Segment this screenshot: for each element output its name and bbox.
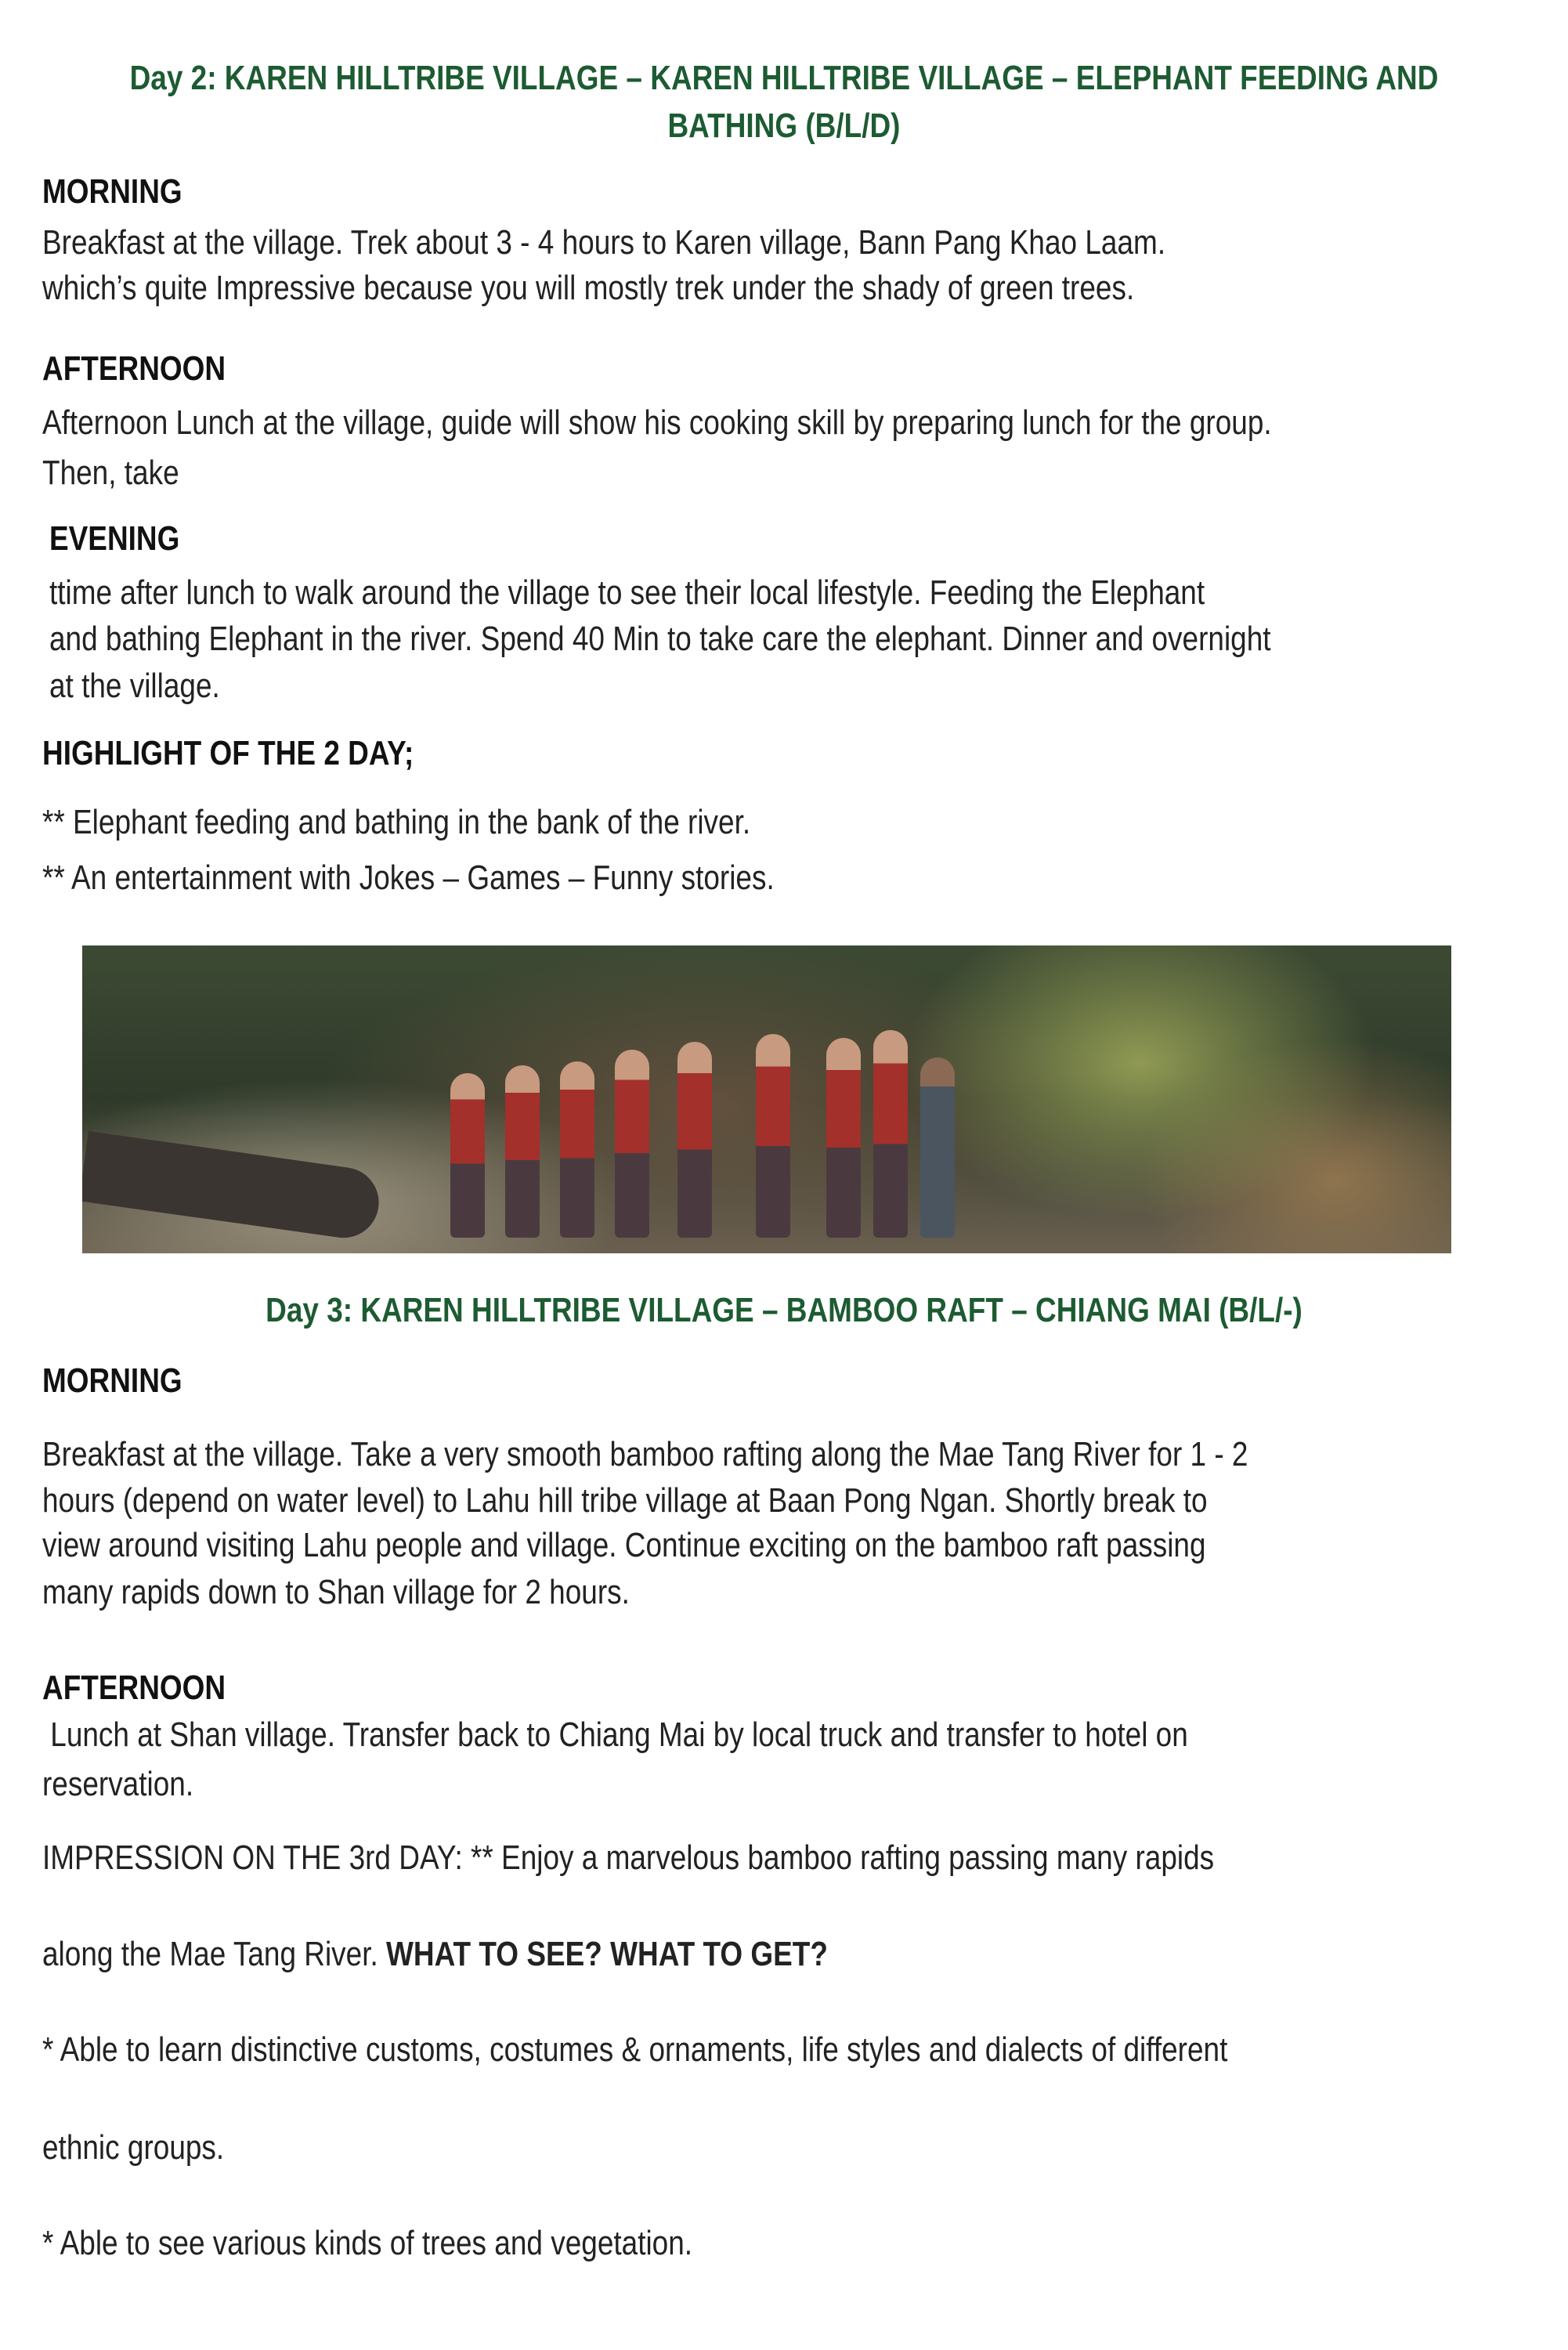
day2-evening-text: and bathing Elephant in the river. Spend 40 Min to take care the elephant. Dinner and overnight — [49, 620, 1271, 658]
day2-evening-label: EVENING — [49, 519, 180, 558]
day3-morning-text: Breakfast at the village. Take a very smooth bamboo rafting along the Mae Tang River for 1 - 2 — [42, 1435, 1248, 1473]
day2-morning-text: Breakfast at the village. Trek about 3 - 4 hours to Karen village, Bann Pang Khao Laam. — [42, 223, 1166, 262]
day2-evening-text: at the village. — [49, 667, 220, 705]
bullet-item: * Able to learn distinctive customs, costumes & ornaments, life styles and dialects of different — [42, 2030, 1228, 2069]
day3-morning-text: many rapids down to Shan village for 2 hours. — [42, 1573, 630, 1611]
day3-morning-text: hours (depend on water level) to Lahu hill tribe village at Baan Pong Ngan. Shortly break to — [42, 1481, 1208, 1520]
person-figure — [756, 1034, 790, 1238]
person-figure — [677, 1042, 712, 1238]
day3-morning-text: view around visiting Lahu people and village. Continue exciting on the bamboo raft passing — [42, 1526, 1206, 1564]
day3-heading: Day 3: KAREN HILLTRIBE VILLAGE – BAMBOO RAFT – CHIANG MAI (B/L/-) — [266, 1291, 1302, 1329]
impression-text-tail: along the Mae Tang River. — [42, 1935, 387, 1973]
person-figure — [920, 1058, 955, 1238]
day2-afternoon-text: Afternoon Lunch at the village, guide will show his cooking skill by preparing lunch for the group. — [42, 403, 1272, 442]
person-figure — [873, 1030, 908, 1238]
day2-evening-text: ttime after lunch to walk around the village to see their local lifestyle. Feeding the Elephant — [49, 573, 1205, 612]
day3-afternoon-text: Lunch at Shan village. Transfer back to Chiang Mai by local truck and transfer to hotel on — [42, 1716, 1188, 1754]
impression-text-cont — [42, 1934, 828, 1975]
day2-morning-text: which’s quite Impressive because you will mostly trek under the shady of green trees. — [42, 269, 1135, 307]
day2-afternoon-label: AFTERNOON — [42, 349, 226, 388]
bullet-item-cont: ethnic groups. — [42, 2128, 225, 2167]
day3-morning-label: MORNING — [42, 1361, 182, 1400]
what-to-see-heading: WHAT TO SEE? WHAT TO GET? — [386, 1935, 828, 1973]
person-figure — [826, 1038, 861, 1238]
day2-heading-cont: BATHING (B/L/D) — [667, 107, 901, 145]
highlight-item: ** An entertainment with Jokes – Games – Funny stories. — [42, 859, 775, 897]
person-figure — [615, 1050, 649, 1238]
impression-text: IMPRESSION ON THE 3rd DAY: ** Enjoy a marvelous bamboo rafting passing many rapids — [42, 1838, 1215, 1877]
day2-morning-label: MORNING — [42, 172, 182, 211]
person-figure — [450, 1073, 485, 1238]
person-figure — [560, 1061, 594, 1238]
day2-afternoon-text: Then, take — [42, 454, 179, 492]
bullet-item: * Able to see various kinds of trees and vegetation. — [42, 2224, 693, 2262]
day2-heading: Day 2: KAREN HILLTRIBE VILLAGE – KAREN HILLTRIBE VILLAGE – ELEPHANT FEEDING AND — [129, 59, 1439, 97]
person-figure — [505, 1065, 540, 1238]
highlight-item: ** Elephant feeding and bathing in the bank of the river. — [42, 803, 751, 841]
day3-afternoon-text: reservation. — [42, 1765, 194, 1803]
day2-highlight-label: HIGHLIGHT OF THE 2 DAY; — [42, 734, 414, 772]
elephant-trunk-shape — [82, 1131, 383, 1242]
rafting-group-photo — [82, 945, 1451, 1253]
day3-afternoon-label: AFTERNOON — [42, 1668, 226, 1707]
